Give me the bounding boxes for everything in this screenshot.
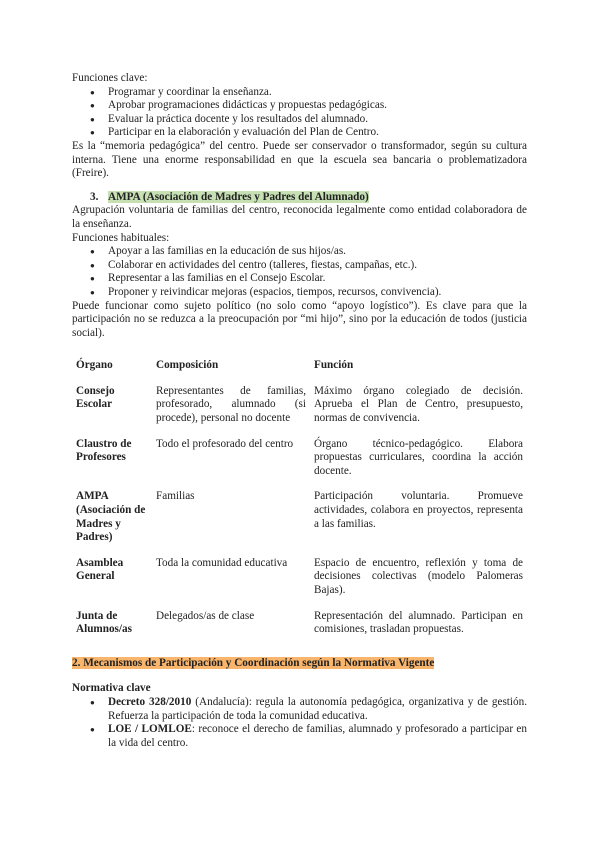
normativa-item-title: LOE / LOMLOE [108, 723, 192, 736]
table-row [72, 438, 527, 491]
organ-cell: AMPA (Asociación de Madres y Padres) [76, 490, 146, 544]
list-item: ● Representar a las familias en el Consejo Escolar. [72, 272, 527, 286]
page-content [72, 72, 527, 750]
table-header-organ: Órgano [76, 359, 113, 372]
list-item [72, 723, 527, 750]
composition-cell: Delegados/as de clase [156, 609, 255, 622]
table-header-row [72, 359, 527, 385]
normativa-item-text: (Andalucía): regula la autonomía pedagógica, organizativa y de gestión. Refuerza la participación de toda la comunidad educativa. [108, 695, 528, 722]
function-cell: Máximo órgano colegiado de decisión. Aprueba el Plan de Centro, presupuesto, normas de convivencia. [314, 384, 523, 425]
organ-cell: Consejo Escolar [76, 384, 115, 411]
intro-functions-label: Funciones clave: [72, 72, 148, 84]
function-cell: Participación voluntaria. Promueve actividades, colabora en proyectos, representa a las familias. [314, 490, 523, 530]
function-cell: Representación del alumnado. Participan en comisiones, trasladan propuestas. [314, 609, 523, 636]
list-item: ● Apoyar a las familias en la educación de sus hijos/as. [72, 245, 527, 259]
normativa-label: Normativa clave [72, 682, 151, 695]
table-row [72, 557, 527, 610]
table-row [72, 490, 527, 556]
composition-cell: Todo el profesorado del centro [156, 437, 294, 450]
ampa-heading [72, 191, 527, 205]
section-2-heading [72, 657, 527, 671]
function-cell: Espacio de encuentro, reflexión y toma de decisiones colectivas (modelo Palomeras Bajas). [314, 556, 523, 596]
ampa-functions-label: Funciones habituales: [72, 231, 170, 244]
section-2-heading-text: 2. Mecanismos de Participación y Coordinación según la Normativa Vigente [72, 656, 435, 669]
normativa-item-text: : reconoce el derecho de familias, alumnado y profesorado a participar en la vida del centro. [108, 723, 527, 749]
table-row [72, 385, 527, 438]
ampa-functions-list [72, 245, 527, 299]
ampa-paragraph: Puede funcionar como sujeto político (no solo como “apoyo logístico”). Es clave para que la participación no se reduzca a la preocupación por “mi hijo”, sino por la educación de todos (justicia social). [72, 299, 527, 339]
normativa-item-title: Decreto 328/2010 [108, 695, 192, 708]
intro-paragraph: Es la “memoria pedagógica” del centro. Puede ser conservador o transformador, según su cultura interna. Tiene una enorme responsabilidad en que la escuela sea bancaria o problematizadora (Freire). [72, 139, 527, 180]
table-header-function: Función [314, 359, 354, 372]
list-item: ● Colaborar en actividades del centro (talleres, fiestas, campañas, etc.). [72, 259, 527, 273]
organs-table [72, 359, 527, 649]
list-item: ● Proponer y reivindicar mejoras (espacios, tiempos, recursos, convivencia). [72, 286, 527, 300]
list-item [72, 696, 527, 723]
composition-cell: Familias [156, 490, 195, 503]
organ-cell: Claustro de Profesores [76, 437, 132, 464]
composition-cell: Toda la comunidad educativa [156, 556, 288, 569]
ampa-section-number: 3. [90, 190, 99, 203]
list-item: ● Participar en la elaboración y evaluación del Plan de Centro. [72, 126, 527, 140]
function-cell: Órgano técnico-pedagógico. Elabora propuestas curriculares, coordina la acción docente. [314, 437, 523, 477]
table-row [72, 610, 527, 649]
organ-cell: Junta de Alumnos/as [76, 609, 132, 636]
list-item: ● Evaluar la práctica docente y los resultados del alumnado. [72, 113, 527, 127]
ampa-heading-text: AMPA (Asociación de Madres y Padres del Alumnado) [108, 190, 369, 203]
intro-functions-list [72, 86, 527, 140]
organ-cell: Asamblea General [76, 556, 124, 583]
list-item: ● Aprobar programaciones didácticas y propuestas pedagógicas. [72, 99, 527, 113]
normativa-list [72, 696, 527, 750]
ampa-description: Agrupación voluntaria de familias del centro, reconocida legalmente como entidad colaboradora de la enseñanza. [72, 204, 527, 230]
list-item: ● Programar y coordinar la enseñanza. [72, 86, 527, 100]
composition-cell: Representantes de familias, profesorado, alumnado (si procede), personal no docente [156, 384, 306, 425]
table-header-composition: Composición [156, 359, 219, 372]
